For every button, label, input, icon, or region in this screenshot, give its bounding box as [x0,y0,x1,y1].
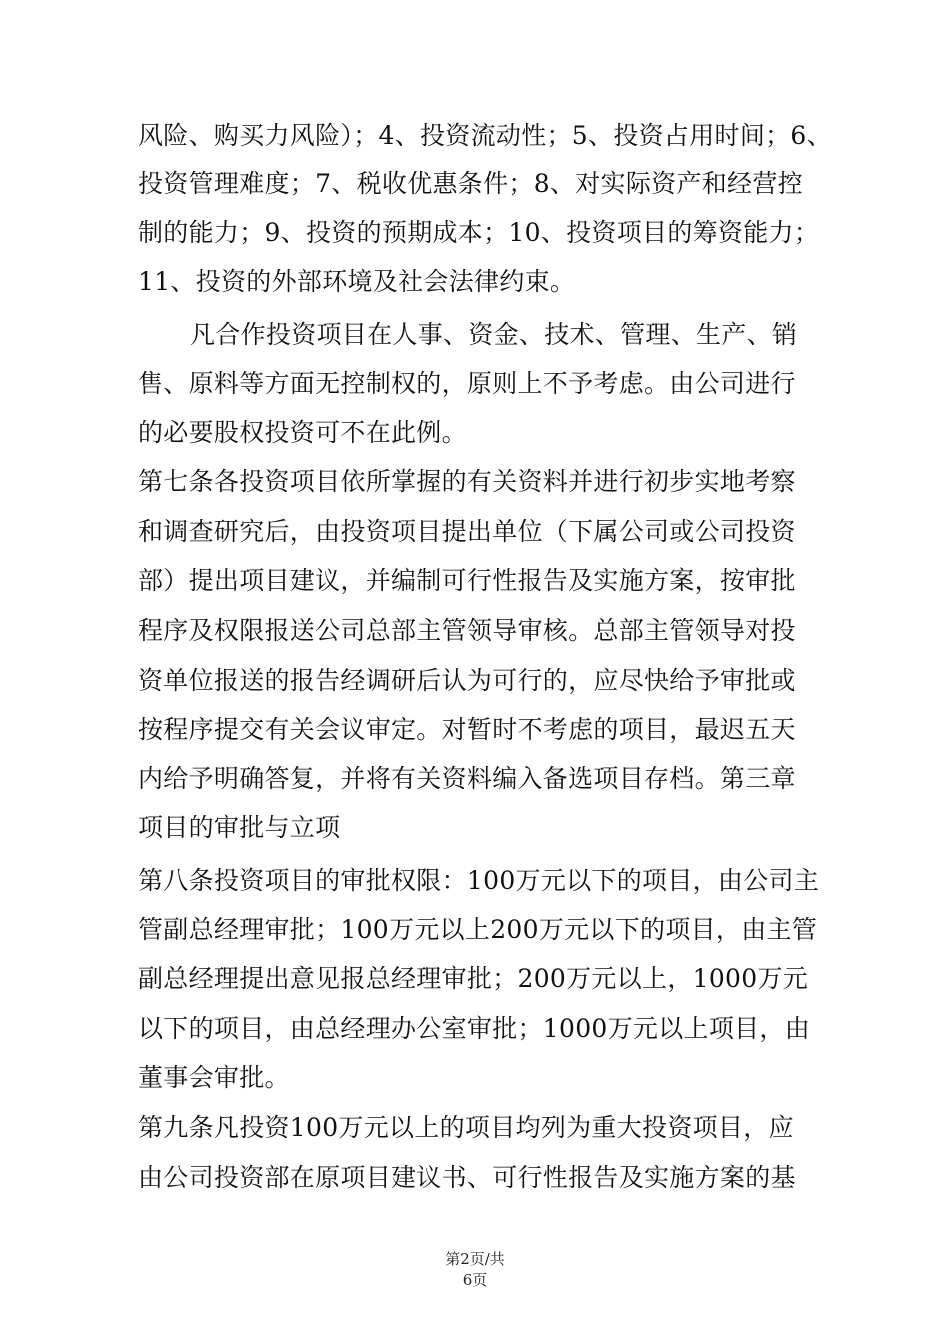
text-line: 副总经理提出意见报总经理审批；200万元以上，1000万元 [138,964,809,993]
text-line: 以下的项目，由总经理办公室审批；1000万元以上项目，由 [138,1014,811,1043]
chapter-heading-line: 项目的审批与立项 [138,813,341,842]
page-number-line2: 6页 [462,1271,488,1289]
paragraph-first-line: 凡合作投资项目在人事、资金、技术、管理、生产、销 [190,320,798,349]
text-line: 董事会审批。 [138,1063,290,1092]
text-line: 由公司投资部在原项目建议书、可行性报告及实施方案的基 [138,1163,796,1192]
text-line: 售、原料等方面无控制权的，原则上不予考虑。由公司进行 [138,369,796,398]
text-line: 的必要股权投资可不在此例。 [138,418,467,447]
text-line: 资单位报送的报告经调研后认为可行的，应尽快给予审批或 [138,666,796,695]
text-line: 部）提出项目建议，并编制可行性报告及实施方案，按审批 [138,566,796,595]
text-line: 和调查研究后，由投资项目提出单位（下属公司或公司投资 [138,517,796,546]
text-line: 风险、购买力风险）；4、投资流动性；5、投资占用时间；6、 [138,121,832,150]
text-line: 按程序提交有关会议审定。对暂时不考虑的项目，最迟五天 [138,715,796,744]
article-9-first-line: 第九条凡投资100万元以上的项目均列为重大投资项目，应 [138,1113,794,1142]
article-7-first-line: 第七条各投资项目依所掌握的有关资料并进行初步实地考察 [138,467,796,496]
text-line: 制的能力；9、投资的预期成本；10、投资项目的筹资能力； [138,218,820,247]
text-line: 投资管理难度；7、税收优惠条件；8、对实际资产和经营控 [138,169,803,198]
article-8-first-line: 第八条投资项目的审批权限：100万元以下的项目，由公司主 [138,866,820,895]
text-line: 程序及权限报送公司总部主管领导审核。总部主管领导对投 [138,616,796,645]
page-number-line1: 第2页/共 [445,1250,505,1268]
text-line: 内给予明确答复，并将有关资料编入备选项目存档。第三章 [138,764,796,793]
text-line: 管副总经理审批；100万元以上200万元以下的项目，由主管 [138,915,818,944]
text-line: 11、投资的外部环境及社会法律约束。 [138,267,576,296]
